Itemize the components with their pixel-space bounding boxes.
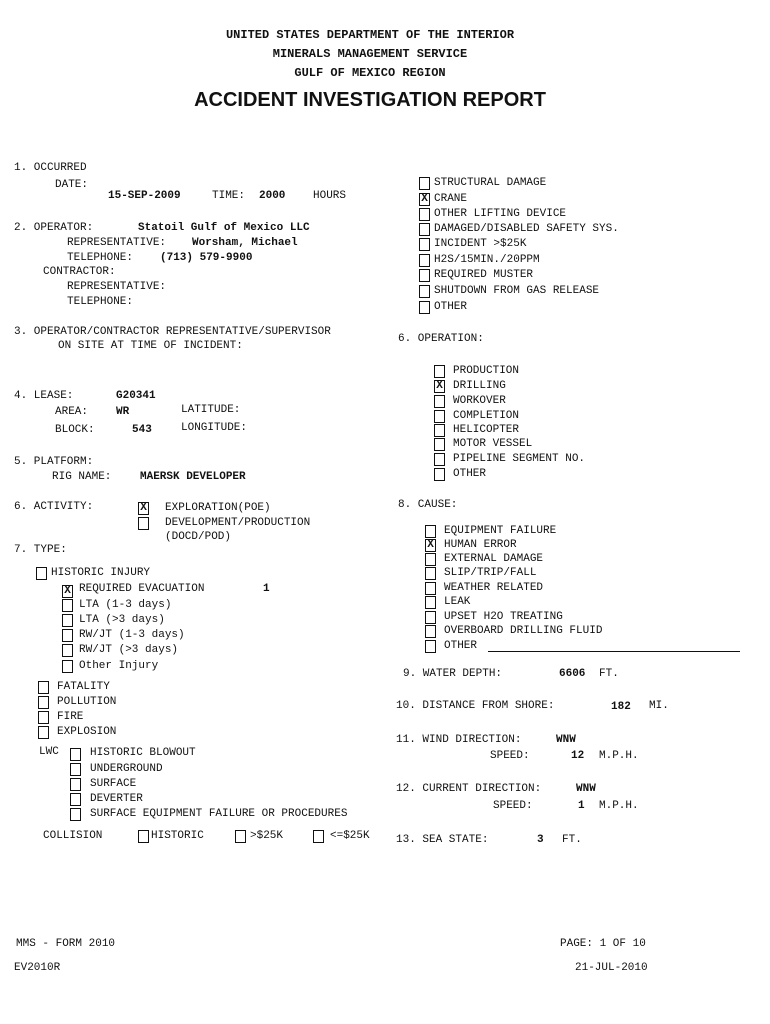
completion-checkbox[interactable]: [434, 410, 445, 423]
date-label: DATE:: [55, 179, 89, 191]
surface-label: SURFACE: [90, 778, 137, 790]
water-depth-label: 9. WATER DEPTH:: [403, 668, 503, 680]
time-value: 2000: [259, 190, 286, 202]
current-speed-value: 1: [578, 800, 585, 812]
operator-label: 2. OPERATOR:: [14, 222, 94, 234]
date-value: 15-SEP-2009: [108, 190, 181, 202]
slip-trip-fall-label: SLIP/TRIP/FALL: [444, 567, 537, 579]
hours-label: HOURS: [313, 190, 347, 202]
h2s-checkbox[interactable]: [419, 254, 430, 267]
other-lifting-label: OTHER LIFTING DEVICE: [434, 208, 567, 220]
workover-label: WORKOVER: [453, 395, 506, 407]
historic-injury-checkbox[interactable]: [36, 567, 47, 580]
telephone-value: (713) 579-9900: [160, 252, 253, 264]
latitude-label: LATITUDE:: [181, 404, 241, 416]
drilling-label: DRILLING: [453, 380, 506, 392]
damaged-safety-checkbox[interactable]: [419, 223, 430, 236]
required-evacuation-label: REQUIRED EVACUATION: [79, 583, 205, 595]
supervisor-label-2: ON SITE AT TIME OF INCIDENT:: [58, 340, 243, 352]
collision-label: COLLISION: [43, 830, 103, 842]
other-operation-label: OTHER: [453, 468, 487, 480]
equipment-failure-label: EQUIPMENT FAILURE: [444, 525, 557, 537]
current-speed-label: SPEED:: [493, 800, 533, 812]
other-damage-label: OTHER: [434, 301, 468, 313]
drilling-checkbox[interactable]: X: [434, 380, 445, 393]
collision-gt-25k-label: >$25K: [250, 830, 284, 842]
rig-name-label: RIG NAME:: [52, 471, 112, 483]
current-speed-unit: M.P.H.: [599, 800, 639, 812]
pipeline-segment-label: PIPELINE SEGMENT NO.: [453, 453, 586, 465]
wind-direction-value: WNW: [556, 734, 576, 746]
form-code: EV2010R: [14, 962, 61, 974]
region-line: GULF OF MEXICO REGION: [294, 66, 446, 80]
structural-damage-checkbox[interactable]: [419, 177, 430, 190]
other-lifting-checkbox[interactable]: [419, 208, 430, 221]
other-cause-label: OTHER: [444, 640, 478, 652]
lta-3-label: LTA (>3 days): [79, 614, 165, 626]
required-muster-label: REQUIRED MUSTER: [434, 269, 534, 281]
water-depth-unit: FT.: [599, 668, 619, 680]
equipment-failure-checkbox[interactable]: [425, 525, 436, 538]
other-cause-line: [488, 651, 740, 652]
distance-shore-value: 182: [611, 701, 631, 713]
development-label: DEVELOPMENT/PRODUCTION: [165, 517, 311, 529]
distance-shore-unit: MI.: [649, 700, 669, 712]
page-number: PAGE: 1 OF 10: [560, 938, 646, 950]
crane-checkbox[interactable]: X: [419, 193, 430, 206]
fire-label: FIRE: [57, 711, 84, 723]
platform-label: 5. PLATFORM:: [14, 456, 94, 468]
collision-le-25k-checkbox[interactable]: [313, 830, 324, 843]
leak-label: LEAK: [444, 596, 471, 608]
pollution-label: POLLUTION: [57, 696, 117, 708]
upset-h2o-checkbox[interactable]: [425, 611, 436, 624]
shutdown-gas-checkbox[interactable]: [419, 285, 430, 298]
current-direction-label: 12. CURRENT DIRECTION:: [396, 783, 542, 795]
overboard-fluid-label: OVERBOARD DRILLING FLUID: [444, 625, 603, 637]
deverter-checkbox[interactable]: [70, 793, 81, 806]
other-damage-checkbox[interactable]: [419, 301, 430, 314]
time-label: TIME:: [212, 190, 246, 202]
area-label: AREA:: [55, 406, 89, 418]
shutdown-gas-label: SHUTDOWN FROM GAS RELEASE: [434, 285, 600, 297]
sea-state-label: 13. SEA STATE:: [396, 834, 489, 846]
incident-25k-label: INCIDENT >$25K: [434, 238, 527, 250]
explosion-checkbox[interactable]: [38, 726, 49, 739]
collision-gt-25k-checkbox[interactable]: [235, 830, 246, 843]
upset-h2o-label: UPSET H2O TREATING: [444, 611, 563, 623]
overboard-fluid-checkbox[interactable]: [425, 625, 436, 638]
collision-historic-label: HISTORIC: [151, 830, 204, 842]
distance-shore-label: 10. DISTANCE FROM SHORE:: [396, 700, 555, 712]
historic-blowout-label: HISTORIC BLOWOUT: [90, 747, 196, 759]
rig-name-value: MAERSK DEVELOPER: [140, 471, 246, 483]
wind-direction-label: 11. WIND DIRECTION:: [396, 734, 522, 746]
slip-trip-fall-checkbox[interactable]: [425, 567, 436, 580]
wind-speed-label: SPEED:: [490, 750, 530, 762]
h2s-label: H2S/15MIN./20PPM: [434, 254, 540, 266]
lta-1-3-checkbox[interactable]: [62, 599, 73, 612]
wind-speed-value: 12: [571, 750, 585, 762]
lta-1-3-label: LTA (1-3 days): [79, 599, 172, 611]
other-injury-label: Other Injury: [79, 660, 159, 672]
form-number: MMS - FORM 2010: [16, 938, 116, 950]
incident-25k-checkbox[interactable]: [419, 238, 430, 251]
contractor-label: CONTRACTOR:: [43, 266, 116, 278]
human-error-label: HUMAN ERROR: [444, 539, 517, 551]
development-checkbox[interactable]: [138, 517, 149, 530]
helicopter-checkbox[interactable]: [434, 424, 445, 437]
external-damage-label: EXTERNAL DAMAGE: [444, 553, 544, 565]
type-label: 7. TYPE:: [14, 544, 67, 556]
motor-vessel-label: MOTOR VESSEL: [453, 438, 533, 450]
underground-label: UNDERGROUND: [90, 763, 163, 775]
cause-label: 8. CAUSE:: [398, 499, 458, 511]
surface-checkbox[interactable]: [70, 778, 81, 791]
representative-value: Worsham, Michael: [192, 237, 298, 249]
exploration-label: EXPLORATION(POE): [165, 502, 271, 514]
motor-vessel-checkbox[interactable]: [434, 438, 445, 451]
service-line: MINERALS MANAGEMENT SERVICE: [272, 47, 468, 61]
other-cause-checkbox[interactable]: [425, 640, 436, 653]
contractor-telephone-label: TELEPHONE:: [67, 296, 134, 308]
other-operation-checkbox[interactable]: [434, 468, 445, 481]
required-muster-checkbox[interactable]: [419, 269, 430, 282]
supervisor-label: 3. OPERATOR/CONTRACTOR REPRESENTATIVE/SUPERVISOR: [14, 326, 331, 338]
collision-le-25k-label: <=$25K: [330, 830, 370, 842]
sea-state-unit: FT.: [562, 834, 582, 846]
telephone-label: TELEPHONE:: [67, 252, 134, 264]
lwc-label: LWC: [39, 746, 59, 758]
rwjt-1-3-label: RW/JT (1-3 days): [79, 629, 185, 641]
historic-injury-label: HISTORIC INJURY: [51, 567, 151, 579]
longitude-label: LONGITUDE:: [181, 422, 248, 434]
activity-label: 6. ACTIVITY:: [14, 501, 94, 513]
contractor-representative-label: REPRESENTATIVE:: [67, 281, 167, 293]
other-injury-checkbox[interactable]: [62, 660, 73, 673]
lease-label: 4. LEASE:: [14, 390, 74, 402]
block-label: BLOCK:: [55, 424, 95, 436]
block-value: 543: [132, 424, 152, 436]
representative-label: REPRESENTATIVE:: [67, 237, 167, 249]
production-checkbox[interactable]: [434, 365, 445, 378]
wind-speed-unit: M.P.H.: [599, 750, 639, 762]
weather-related-label: WEATHER RELATED: [444, 582, 544, 594]
structural-damage-label: STRUCTURAL DAMAGE: [434, 177, 547, 189]
pipeline-segment-checkbox[interactable]: [434, 453, 445, 466]
crane-label: CRANE: [434, 193, 468, 205]
lta-3-checkbox[interactable]: [62, 614, 73, 627]
exploration-checkbox[interactable]: X: [138, 502, 149, 515]
lease-value: G20341: [116, 390, 156, 402]
helicopter-label: HELICOPTER: [453, 424, 520, 436]
rwjt-1-3-checkbox[interactable]: [62, 629, 73, 642]
completion-label: COMPLETION: [453, 410, 520, 422]
occurred-label: 1. OCCURRED: [14, 162, 87, 174]
damaged-safety-label: DAMAGED/DISABLED SAFETY SYS.: [434, 223, 619, 235]
underground-checkbox[interactable]: [70, 763, 81, 776]
operation-label: 6. OPERATION:: [398, 333, 484, 345]
historic-blowout-checkbox[interactable]: [70, 748, 81, 761]
required-evacuation-count: 1: [263, 583, 270, 595]
water-depth-value: 6606: [559, 668, 586, 680]
required-evacuation-checkbox[interactable]: X: [62, 585, 73, 598]
development-label-2: (DOCD/POD): [165, 531, 232, 543]
production-label: PRODUCTION: [453, 365, 520, 377]
workover-checkbox[interactable]: [434, 395, 445, 408]
report-date: 21-JUL-2010: [575, 962, 648, 974]
operator-value: Statoil Gulf of Mexico LLC: [138, 222, 310, 234]
fatality-label: FATALITY: [57, 681, 110, 693]
weather-related-checkbox[interactable]: [425, 582, 436, 595]
pollution-checkbox[interactable]: [38, 696, 49, 709]
agency-line: UNITED STATES DEPARTMENT OF THE INTERIOR: [225, 28, 515, 42]
deverter-label: DEVERTER: [90, 793, 143, 805]
surface-equipment-checkbox[interactable]: [70, 808, 81, 821]
current-direction-value: WNW: [576, 783, 596, 795]
explosion-label: EXPLOSION: [57, 726, 117, 738]
fatality-checkbox[interactable]: [38, 681, 49, 694]
area-value: WR: [116, 406, 130, 418]
human-error-checkbox[interactable]: X: [425, 539, 436, 552]
rwjt-3-checkbox[interactable]: [62, 644, 73, 657]
leak-checkbox[interactable]: [425, 596, 436, 609]
collision-historic-checkbox[interactable]: [138, 830, 149, 843]
sea-state-value: 3: [537, 834, 544, 846]
surface-equipment-label: SURFACE EQUIPMENT FAILURE OR PROCEDURES: [90, 808, 348, 820]
fire-checkbox[interactable]: [38, 711, 49, 724]
external-damage-checkbox[interactable]: [425, 553, 436, 566]
rwjt-3-label: RW/JT (>3 days): [79, 644, 179, 656]
page-title: ACCIDENT INVESTIGATION REPORT: [194, 89, 546, 111]
